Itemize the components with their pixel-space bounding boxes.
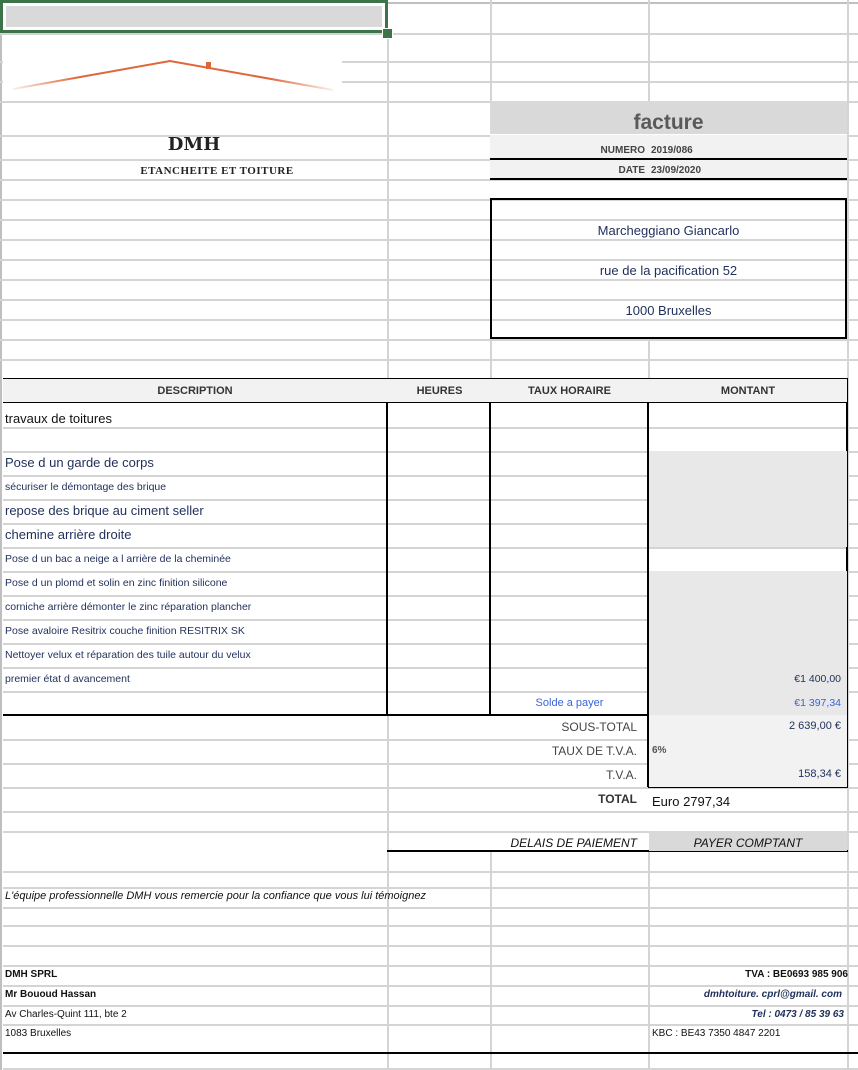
gridline — [3, 811, 858, 813]
thank-you-message: L'équipe professionnelle DMH vous remercie pour la confiance que vous lui témoignez — [5, 890, 426, 902]
gridline — [3, 547, 858, 549]
table-border — [489, 378, 491, 715]
gridline — [648, 0, 650, 101]
date-label: DATE — [618, 165, 645, 176]
client-street: rue de la pacification 52 — [599, 263, 738, 278]
gridline — [0, 33, 2, 1070]
gridline — [0, 359, 858, 361]
sous-total-value: 2 639,00 € — [789, 720, 841, 732]
footer-city: 1083 Bruxelles — [5, 1028, 72, 1039]
invoice-title: facture — [633, 111, 704, 134]
montant-shade-1 — [649, 451, 847, 547]
company-name: DMH — [167, 134, 221, 155]
row-description: travaux de toitures — [5, 411, 112, 426]
footer-email[interactable]: dmhtoiture. cprl@gmail. com — [703, 989, 842, 1000]
footer-person: Mr Bououd Hassan — [5, 989, 97, 1000]
row-description: Pose d un garde de corps — [5, 455, 154, 470]
gridline — [3, 907, 858, 909]
gridline — [3, 945, 858, 947]
gridline — [490, 851, 492, 1070]
taux-tva-label: TAUX DE T.V.A. — [551, 744, 637, 758]
table-border — [3, 1052, 858, 1054]
row-description: Pose d un bac a neige a l arrière de la cheminée — [5, 553, 231, 565]
roof-logo-icon — [3, 36, 342, 100]
numero-label: NUMERO — [600, 145, 645, 156]
table-border — [386, 378, 388, 715]
gridline — [3, 925, 858, 927]
row-description: chemine arrière droite — [5, 527, 132, 542]
payment-terms-value: PAYER COMPTANT — [693, 836, 803, 850]
row-description: Pose avaloire Resitrix couche finition RESITRIX SK — [5, 625, 245, 637]
taux-tva-value: 6% — [652, 745, 667, 756]
gridline — [490, 0, 492, 101]
footer-tva: TVA : BE0693 985 906 — [745, 969, 848, 980]
solde-value: €1 397,34 — [794, 697, 841, 709]
logo-area — [3, 36, 342, 100]
company-tagline: ETANCHEITE ET TOITURE — [140, 165, 294, 177]
header-description: DESCRIPTION — [157, 385, 233, 397]
row-description: Nettoyer velux et réparation des tuile autour du velux — [5, 649, 251, 661]
row-description: sécuriser le démontage des brique — [5, 481, 167, 493]
gridline — [3, 887, 858, 889]
invoice-number: 2019/086 — [651, 145, 693, 156]
gridline — [3, 427, 858, 429]
tva-label: T.V.A. — [606, 768, 637, 782]
tva-value: 158,34 € — [798, 768, 841, 780]
footer-address: Av Charles-Quint 111, bte 2 — [5, 1009, 127, 1020]
gridline — [0, 339, 858, 341]
row-description: Pose d un plomd et solin en zinc finition silicone — [5, 577, 228, 589]
footer-tel: Tel : 0473 / 85 39 63 — [751, 1009, 844, 1020]
gridline — [388, 2, 858, 4]
header-montant: MONTANT — [720, 385, 776, 397]
gridline — [3, 1024, 858, 1026]
header-taux-horaire: TAUX HORAIRE — [528, 385, 611, 397]
fill-handle[interactable] — [382, 28, 393, 39]
gridline — [3, 965, 858, 967]
footer-company: DMH SPRL — [5, 969, 58, 980]
montant-shade-2 — [649, 571, 847, 715]
gridline — [3, 1005, 858, 1007]
client-name: Marcheggiano Giancarlo — [597, 223, 740, 238]
selected-cell[interactable] — [0, 0, 388, 33]
row-description: repose des brique au ciment seller — [5, 503, 204, 518]
row-description: corniche arrière démonter le zinc réparation plancher — [5, 601, 252, 613]
total-label: TOTAL — [598, 792, 637, 806]
table-border — [3, 714, 648, 716]
gridline — [387, 36, 389, 379]
gridline — [3, 871, 858, 873]
footer-bank: KBC : BE43 7350 4847 2201 — [652, 1028, 781, 1039]
header-heures: HEURES — [416, 385, 463, 397]
gridline — [648, 851, 650, 1070]
gridline — [3, 985, 858, 987]
invoice-date: 23/09/2020 — [651, 165, 702, 176]
client-city: 1000 Bruxelles — [625, 303, 712, 318]
payment-terms-label: DELAIS DE PAIEMENT — [510, 836, 637, 850]
total-value: Euro 2797,34 — [652, 794, 731, 809]
row-description: premier état d avancement — [5, 673, 130, 685]
solde-label: Solde a payer — [535, 697, 604, 709]
row-montant: €1 400,00 — [794, 673, 841, 685]
sous-total-label: SOUS-TOTAL — [561, 720, 637, 734]
gridline — [0, 33, 858, 35]
